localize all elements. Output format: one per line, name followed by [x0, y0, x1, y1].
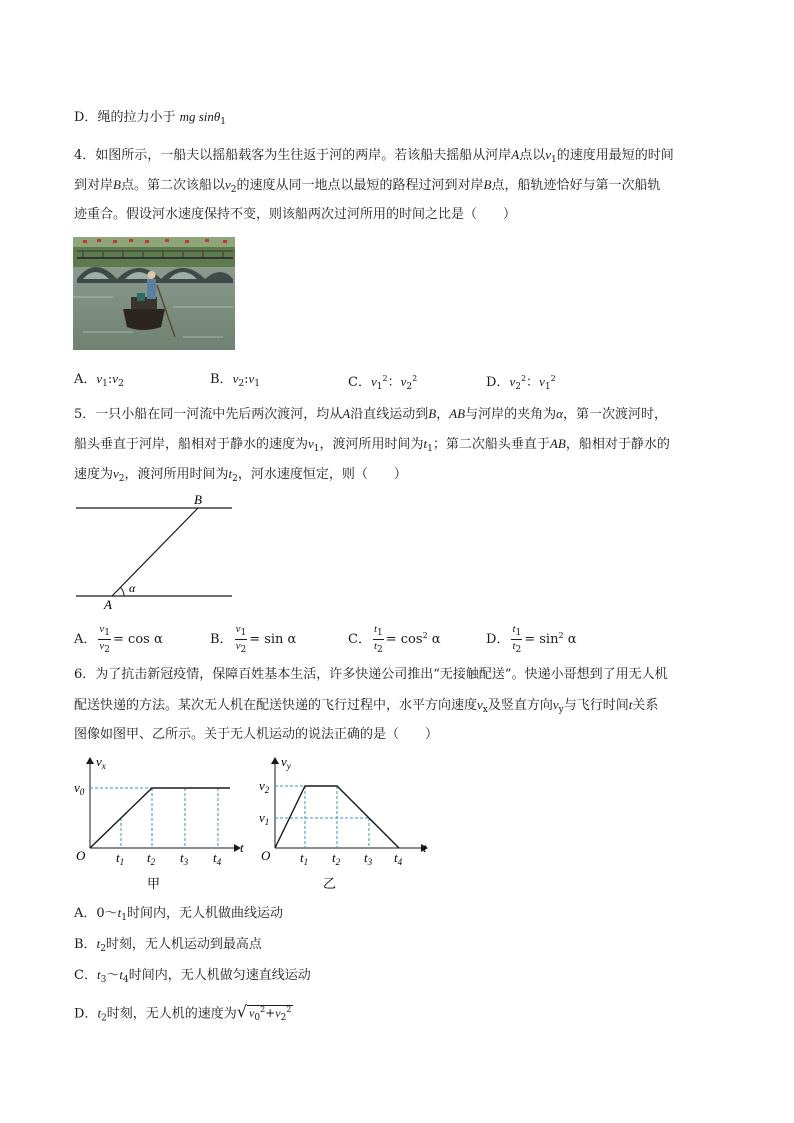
sub: 1 — [377, 628, 383, 638]
var-v: v — [224, 177, 231, 192]
option-label: A． — [74, 632, 97, 647]
sub: 1 — [551, 155, 557, 165]
text: 。快递小哥想到了用无人机 — [511, 667, 668, 682]
x-tick-t2: $t_2$ — [147, 850, 156, 867]
sub: 2 — [232, 474, 238, 484]
option-label: B． — [74, 937, 97, 952]
var: v — [509, 374, 516, 389]
q5-line-2 — [74, 435, 670, 458]
point-b: B — [113, 177, 121, 192]
option-label: B． — [210, 632, 233, 647]
sub: 2 — [240, 645, 247, 655]
pow: 2 — [286, 1005, 292, 1014]
point-a: A — [342, 406, 351, 421]
caption-jia: 甲 — [147, 876, 161, 891]
sub: 2 — [515, 645, 522, 655]
q5-option-c[interactable] — [348, 623, 441, 656]
option-label: C． — [348, 375, 371, 390]
num: t — [373, 623, 378, 635]
var: v — [552, 697, 559, 712]
q5-option-b[interactable] — [210, 623, 296, 656]
x-tick-t2: $t_2$ — [332, 850, 341, 867]
q6-option-c[interactable] — [74, 966, 311, 989]
var: v — [113, 466, 119, 481]
text: 时刻，无人机的速度为 — [106, 1006, 237, 1022]
var: t — [119, 967, 123, 982]
origin-label: O — [261, 848, 271, 863]
sub: 1 — [376, 382, 383, 392]
pow: 2 — [520, 374, 527, 383]
text: 迹重合。假设河水速度保持不变，则该船两次过河所用的时间之比是（ ） — [74, 207, 517, 222]
boat-photo — [73, 237, 235, 350]
text: ，船相对于静水的 — [565, 437, 670, 452]
text: 关系 — [632, 698, 659, 713]
q5-option-a[interactable] — [74, 623, 163, 656]
pow: 2 — [550, 374, 556, 383]
option-text: 绳的拉力小于 — [97, 110, 176, 125]
sub: 4 — [122, 975, 129, 985]
x-tick-t4: $t_4$ — [213, 850, 222, 867]
text: 时间内，无人机做匀速直线运动 — [128, 968, 311, 983]
var: v — [477, 697, 483, 712]
angle-arc — [121, 588, 125, 597]
path-ab — [112, 508, 198, 596]
sub: 2 — [118, 474, 125, 484]
q3-option-d — [74, 108, 226, 131]
var: v — [370, 374, 377, 389]
formula-sub: 1 — [220, 117, 227, 127]
origin-label: O — [76, 848, 86, 863]
text: ，渡河所用时间为 — [319, 437, 424, 452]
sqrt-expression — [237, 1001, 294, 1027]
text: 及竖直方向 — [487, 698, 553, 713]
fraction — [511, 623, 522, 656]
var: v — [232, 371, 239, 386]
text: 点以 — [519, 148, 546, 163]
text: ， — [436, 407, 450, 422]
y-tick-v1: $v_1$ — [259, 810, 270, 827]
option-label: A． — [74, 906, 97, 921]
pow: 2 — [422, 631, 428, 640]
option-label: A． — [74, 372, 97, 387]
label-a: A — [104, 597, 112, 612]
point-b: B — [428, 406, 437, 421]
var: v — [249, 1006, 255, 1020]
sub: 1 — [427, 444, 433, 454]
sub: 2 — [230, 185, 237, 195]
sep: ： — [387, 375, 401, 390]
var: v — [96, 371, 103, 386]
var: v — [539, 374, 545, 389]
text: 时刻，无人机运动到最高点 — [105, 937, 262, 952]
point-a: A — [511, 147, 520, 162]
graph-yi — [255, 752, 435, 892]
text: 时间内，无人机做曲线运动 — [127, 906, 284, 921]
var-v: v — [545, 147, 552, 162]
text: 到对岸 — [74, 178, 114, 193]
option-label: B． — [210, 372, 233, 387]
num: v — [99, 623, 105, 635]
text: ，渡河所用时间为 — [124, 467, 229, 482]
num: t — [512, 623, 516, 635]
text: 5．一只小船在同一河流中先后两次渡河，均从 — [74, 407, 343, 422]
segment-ab: AB — [549, 436, 566, 451]
q4-option-a[interactable] — [74, 370, 124, 393]
text: 的速度从同一地点以最短的路程过河到对岸 — [236, 178, 484, 193]
sep: : — [107, 372, 113, 387]
fraction — [373, 623, 384, 656]
y-label: $v_x$ — [96, 754, 106, 771]
q6-line-1 — [74, 666, 668, 684]
text: 与河岸的夹角为 — [465, 407, 557, 422]
rhs: α — [427, 632, 441, 647]
x-tick-t1: $t_1$ — [300, 850, 309, 867]
q4-option-d[interactable] — [486, 370, 556, 396]
text: 4．如图所示，一船夫以摇船载客为生往返于河的两岸。若该船夫摇船从河岸 — [74, 148, 512, 163]
caption-yi: 乙 — [323, 876, 337, 891]
var: t — [96, 936, 101, 951]
var: t — [628, 697, 633, 712]
q4-option-b[interactable] — [210, 370, 260, 393]
den: v — [235, 640, 241, 652]
text: ，第一次渡河时， — [562, 407, 667, 422]
den: t — [512, 640, 516, 652]
sub: 1 — [121, 913, 128, 923]
x-tick-t4: $t_4$ — [394, 850, 403, 867]
var: v — [112, 371, 119, 386]
formula: mg sinθ — [179, 109, 221, 124]
q5-line-1 — [74, 405, 667, 424]
var: t — [228, 466, 233, 481]
pow: 2 — [412, 374, 418, 383]
pow: 2 — [558, 631, 564, 640]
text: ～ — [106, 968, 120, 983]
q6-option-d[interactable] — [74, 1001, 293, 1028]
text: 速度为 — [74, 467, 114, 482]
sqrt-sign: √ — [236, 1002, 248, 1021]
den: t — [373, 640, 378, 652]
pow: 2 — [382, 374, 388, 383]
graph-jia — [70, 752, 250, 892]
y-tick-v2: $v_2$ — [259, 778, 270, 795]
sub: 2 — [406, 382, 413, 392]
quote: “无接触配送” — [433, 667, 512, 682]
var: t — [96, 967, 101, 982]
sub: 1 — [515, 628, 522, 638]
sub: 1 — [104, 628, 111, 638]
rhs: = sin — [524, 632, 559, 647]
q4-line-3 — [74, 206, 516, 224]
sub: 3 — [100, 975, 107, 985]
var: t — [423, 436, 428, 451]
option-label: D． — [74, 110, 98, 125]
sub: 1 — [102, 379, 108, 389]
q6-line-3 — [74, 726, 438, 744]
vx-line — [90, 788, 230, 848]
x-label: t — [423, 840, 427, 855]
text: 的速度用最短的时间 — [556, 148, 674, 163]
sub: x — [482, 705, 488, 715]
sub: 1 — [254, 379, 260, 389]
text: 配送快递的方法。某次无人机在配送快递的飞行过程中，水平方向速度 — [74, 698, 478, 713]
fraction — [235, 623, 248, 656]
option-label: D． — [486, 375, 510, 390]
text: ，河水速度恒定，则（ ） — [237, 467, 407, 482]
label-b: B — [194, 492, 202, 507]
text: 与飞行时间 — [563, 698, 629, 713]
sub: 2 — [377, 645, 383, 655]
sub: 0 — [254, 1013, 261, 1023]
sub: 2 — [100, 944, 106, 954]
text: 图像如图甲、乙所示。关于无人机运动的说法正确的是（ ） — [74, 727, 439, 742]
sub: 1 — [313, 444, 320, 454]
sub: y — [558, 705, 564, 715]
pow: 2 — [260, 1005, 266, 1014]
alpha: α — [556, 406, 563, 421]
q6-line-2 — [74, 696, 658, 719]
option-label: D． — [74, 1006, 98, 1022]
text: 6．为了抗击新冠疫情，保障百姓基本生活，许多快递公司推出 — [74, 667, 434, 682]
text: 点，船轨迹恰好与第一次船轨 — [491, 178, 661, 193]
x-tick-t1: $t_1$ — [116, 850, 125, 867]
sub: 1 — [544, 382, 551, 392]
q5-line-3 — [74, 465, 407, 488]
y-label: $v_y$ — [281, 754, 291, 771]
rhs: = cos α — [113, 632, 163, 647]
x-label: t — [240, 840, 244, 855]
rhs: = cos — [385, 632, 423, 647]
den: v — [99, 640, 105, 652]
text: 0～ — [96, 906, 118, 921]
text: 点。第二次该船以 — [120, 178, 225, 193]
sub: 2 — [238, 379, 245, 389]
sub: 2 — [104, 645, 111, 655]
x-tick-t3: $t_3$ — [364, 850, 373, 867]
text: 沿直线运动到 — [350, 407, 429, 422]
x-tick-t3: $t_3$ — [180, 850, 189, 867]
q4-line-2 — [74, 176, 660, 199]
option-label: D． — [486, 632, 510, 647]
fraction — [98, 623, 111, 656]
q6-option-a[interactable] — [74, 904, 283, 927]
sub: 2 — [280, 1013, 287, 1023]
sub: 2 — [118, 379, 124, 389]
q4-line-1 — [74, 146, 674, 169]
num: v — [235, 623, 241, 635]
var: v — [275, 1006, 281, 1020]
sep: ： — [526, 375, 540, 390]
var: t — [97, 1005, 102, 1021]
y-tick-v0: $v_0$ — [74, 780, 85, 797]
sub: 2 — [101, 1013, 107, 1024]
q4-option-c[interactable] — [348, 370, 417, 396]
option-label: C． — [348, 632, 371, 647]
rhs: α — [563, 632, 577, 647]
var: v — [308, 436, 314, 451]
segment-ab: AB — [449, 406, 466, 421]
var: t — [117, 905, 122, 920]
text: ；第二次船头垂直于 — [432, 437, 550, 452]
sep: : — [244, 372, 249, 387]
q5-option-d[interactable] — [486, 623, 576, 656]
label-alpha: α — [129, 581, 136, 595]
text: 船头垂直于河岸，船相对于静水的速度为 — [74, 437, 309, 452]
var: v — [248, 371, 255, 386]
plus: + — [265, 1006, 276, 1020]
option-label: C． — [74, 968, 97, 983]
var: v — [400, 374, 407, 389]
sub: 2 — [515, 382, 521, 392]
sub: 1 — [240, 628, 247, 638]
q5-river-diagram — [74, 492, 234, 612]
q6-option-b[interactable] — [74, 935, 262, 958]
point-b: B — [483, 177, 492, 192]
rhs: = sin α — [249, 632, 297, 647]
